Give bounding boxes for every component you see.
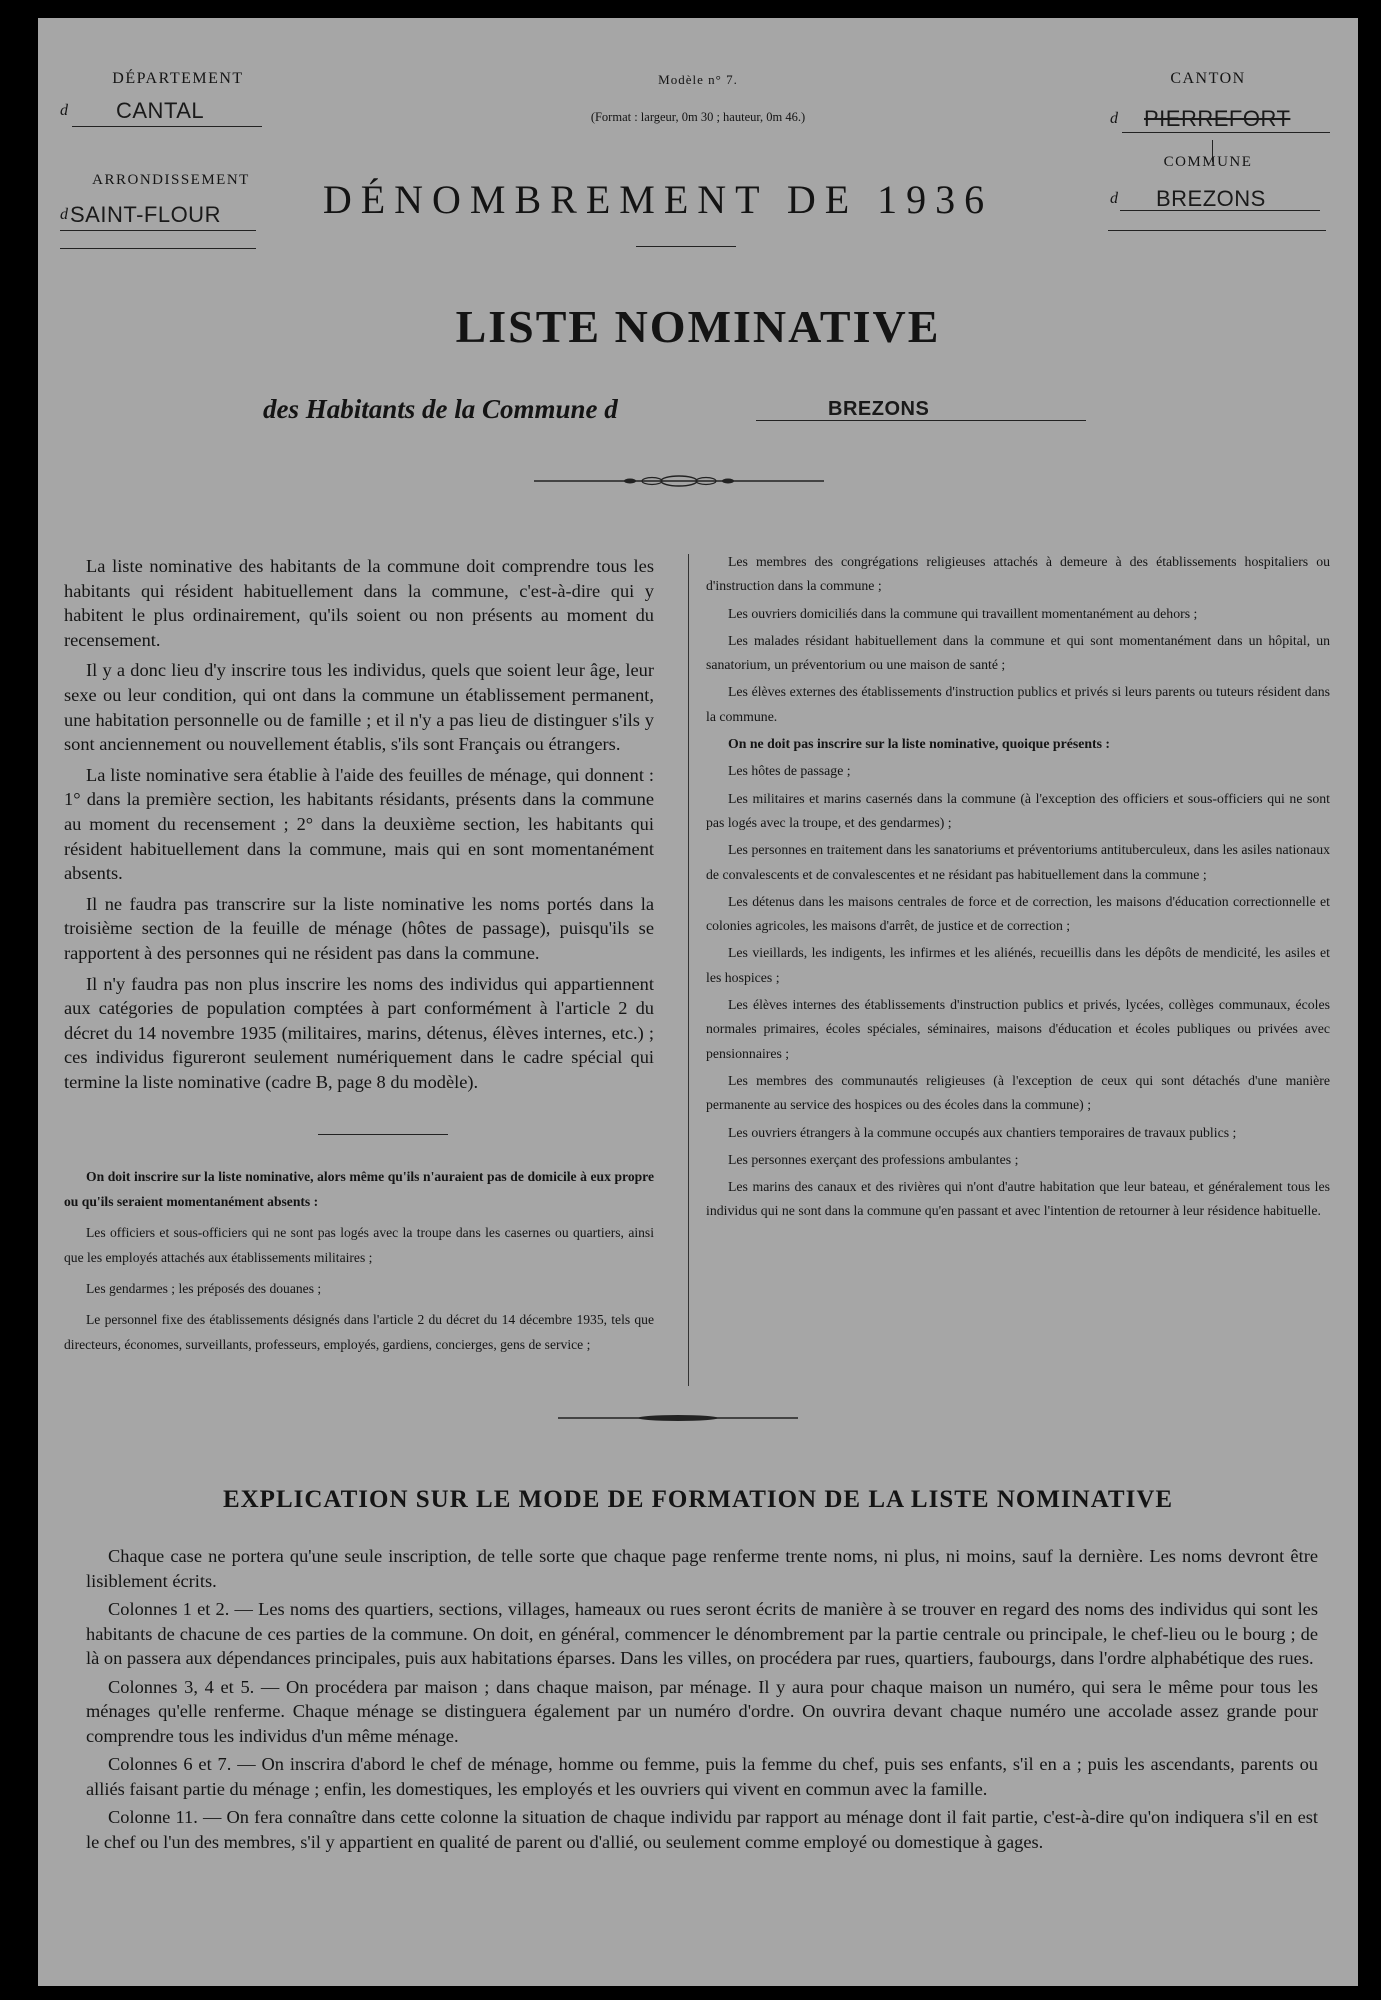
right-item: Les ouvriers domiciliés dans la commune qui travaillent momentanément au dehors ; [728, 605, 1198, 621]
main-title: DÉNOMBREMENT DE 1936 [322, 177, 994, 222]
left-small-item: Le personnel fixe des établissements désignés dans l'article 2 du décret du 14 décembre 1935, tels que directeurs, économes, surveillants, professeurs, employés, gardiens, concierges, gens de service ; [64, 1312, 654, 1352]
departement-underline [72, 126, 262, 127]
canton-label: CANTON [1170, 70, 1246, 87]
subtitle: des Habitants de la Commune d [263, 394, 618, 424]
commune-underline [1120, 210, 1320, 211]
arrondissement-double-line [60, 248, 256, 249]
commune-double-line [1108, 230, 1326, 231]
right-item: Les détenus dans les maisons centrales de force et de correction, les maisons d'éducation correctionnelle et colonies agricoles, les maisons d'arrêt, de justice et de correction ; [706, 893, 1330, 934]
left-paragraph: Il n'y faudra pas non plus inscrire les noms des individus qui appartiennent aux catégories de population comptées à part conformément à l'article 2 du décret du 14 novembre 1935 (militaires, marins, détenus, élèves internes, etc.) ; ces individus figureront seulement numériquement dans le cadre spécial qui termine la liste nominative (cadre B, page 8 du modèle). [64, 973, 654, 1092]
left-small-item: Les gendarmes ; les préposés des douanes ; [86, 1281, 322, 1296]
census-form-page [38, 18, 1358, 1986]
right-item: Les membres des congrégations religieuses attachés à demeure à des établissements hospitaliers ou d'instruction dans la commune ; [706, 554, 1330, 594]
left-column-small-text [64, 1164, 654, 1363]
right-item: Les élèves externes des établissements d'instruction publics et privés si leurs parents ou tuteurs résident dans la commune. [706, 684, 1330, 724]
left-paragraph: Il ne faudra pas transcrire sur la liste nominative les noms portés dans la troisième section de la feuille de ménage (hôtes de passage), puisqu'ils se rapportent à des personnes qui ne résident pas dans la commune. [64, 893, 654, 963]
departement-value: CANTAL [116, 98, 205, 123]
title-rule [636, 246, 736, 247]
right-item: Les marins des canaux et des rivières qui n'ont d'autre habitation que leur bateau, et généralement tous les individus qui ne sont dans la commune qu'en passant et avec l'intention de retourner à leur résidence habituelle. [706, 1179, 1330, 1219]
canton-value: PIERREFORT [1144, 106, 1291, 131]
left-column-rule [318, 1134, 448, 1135]
arrondissement-underline [60, 230, 256, 231]
left-paragraph: Il y a donc lieu d'y inscrire tous les individus, quels que soient leur âge, leur sexe ou leur condition, qui ont dans la commune un établissement permanent, une habitation personnelle ou de famille ; et il n'y a pas lieu de distinguer s'ils y sont anciennement ou nouvellement établis, s'ils sont Français ou étrangers. [64, 660, 654, 755]
subtitle-underline [756, 420, 1086, 421]
explication-paragraph: Colonnes 3, 4 et 5. — On procédera par maison ; dans chaque maison, par ménage. Il y aura pour chaque maison un numéro, qui sera le même pour tous les ménages qu'elle renferme. Chaque ménage se distinguera également par un numéro d'ordre. On ouvrira devant chaque numéro une accolade assez grande pour comprendre tous les individus d'un même ménage. [86, 1676, 1318, 1746]
arrondissement-prefix: d [60, 206, 68, 223]
right-item: Les ouvriers étrangers à la commune occupés aux chantiers temporaires de travaux publics ; [728, 1124, 1237, 1140]
right-heading: On ne doit pas inscrire sur la liste nominative, quoique présents : [728, 736, 1111, 752]
left-paragraph: La liste nominative des habitants de la commune doit comprendre tous les habitants qui résident habituellement dans la commune, c'est-à-dire qui y habitent le plus ordinairement, qu'ils soient ou non présents au moment du recensement. [64, 556, 654, 650]
ornament-divider [534, 470, 824, 492]
right-item: Les personnes exerçant des professions ambulantes ; [728, 1151, 1019, 1167]
explication-title: EXPLICATION SUR LE MODE DE FORMATION DE LA LISTE NOMINATIVE [222, 1486, 1174, 1513]
left-paragraph: La liste nominative sera établie à l'aide des feuilles de ménage, qui donnent : 1° dans la première section, les habitants résidants, présents dans la commune au moment du recensement ; 2° dans la deuxième section, les habitants qui résident habituellement dans la commune, mais qui en sont momentanément absents. [64, 764, 654, 884]
arrondissement-value: SAINT-FLOUR [70, 202, 221, 227]
left-small-heading: On doit inscrire sur la liste nominative, alors même qu'ils n'auraient pas de domicile à eux propre ou qu'ils seraient momentanément absents : [64, 1169, 654, 1209]
commune-value: BREZONS [1156, 186, 1266, 211]
subtitle-value: BREZONS [828, 398, 930, 420]
commune-prefix: d [1110, 190, 1118, 207]
column-divider [688, 554, 689, 1386]
left-column-text [64, 554, 654, 1100]
ornament-divider-2 [558, 1410, 798, 1426]
right-item: Les élèves internes des établissements d'instruction publics et privés, lycées, collèges communaux, écoles normales primaires, écoles spéciales, séminaires, maisons d'éducation et écoles publiques ou privées avec pensionnaires ; [706, 997, 1330, 1061]
liste-title: LISTE NOMINATIVE [455, 301, 941, 352]
right-column-text [706, 550, 1330, 1227]
explication-paragraph: Colonnes 1 et 2. — Les noms des quartiers, sections, villages, hameaux ou rues seront écrits de manière à se trouver en regard des noms des individus qui sont les habitants de chacune de ces parties de la commune. On doit, en général, commencer le dénombrement par la partie centrale ou principale, le chef-lieu ou le bourg ; de là on passera aux dépendances principales, puis aux habitations éparses. Dans les villes, on procédera par rues, quartiers, faubourgs, dans l'ordre alphabétique des rues. [86, 1599, 1318, 1668]
departement-prefix: d [60, 102, 68, 119]
right-item: Les hôtes de passage ; [728, 763, 851, 779]
left-small-item: Les officiers et sous-officiers qui ne sont pas logés avec la troupe dans les casernes ou quartiers, ainsi que les employés attachés aux établissements militaires ; [64, 1225, 654, 1265]
explication-paragraph: Colonne 11. — On fera connaître dans cette colonne la situation de chaque individu par rapport au ménage dont il fait partie, c'est-à-dire qu'on indiquera s'il en est le chef ou l'un des membres, s'il y appartient en qualité de parent ou d'allié, ou seulement comme employé ou domestique à gages. [86, 1807, 1318, 1852]
explication-paragraph: Chaque case ne portera qu'une seule inscription, de telle sorte que chaque page renferme trente noms, ni plus, ni moins, sauf la dernière. Les noms devront être lisiblement écrits. [86, 1546, 1318, 1591]
arrondissement-label: ARRONDISSEMENT [92, 172, 250, 188]
format-note: (Format : largeur, 0m 30 ; hauteur, 0m 46.) [590, 110, 806, 124]
right-item: Les malades résidant habituellement dans la commune et qui sont momentanément dans un hôpital, un sanatorium, un préventorium ou une maison de santé ; [706, 632, 1330, 673]
canton-underline [1122, 132, 1330, 133]
right-item: Les vieillards, les indigents, les infirmes et les aliénés, recueillis dans les dépôts de mendicité, les asiles et les hospices ; [706, 945, 1330, 985]
commune-label: COMMUNE [1163, 154, 1253, 170]
explication-paragraph: Colonnes 6 et 7. — On inscrira d'abord le chef de ménage, homme ou femme, puis la femme du chef, puis ses enfants, s'il en a ; puis les ascendants, parents ou alliés faisant partie du ménage ; enfin, les domestiques, les employés et les ouvriers qui vivent en commun avec la famille. [86, 1754, 1318, 1799]
explication-text [86, 1544, 1318, 1858]
right-item: Les personnes en traitement dans les sanatoriums et préventoriums antituberculeux, dans les asiles nationaux de convalescents et de convalescentes et ne résidant pas habituellement dans la commune ; [706, 842, 1330, 882]
right-item: Les membres des communautés religieuses (à l'exception de ceux qui sont détachés d'une manière permanente au service des hospices ou des écoles dans la commune) ; [706, 1072, 1330, 1113]
modele-number: Modèle n° 7. [658, 72, 738, 87]
canton-prefix: d [1110, 110, 1118, 127]
right-item: Les militaires et marins casernés dans la commune (à l'exception des officiers et sous-officiers qui ne sont pas logés avec la troupe, et des gendarmes) ; [706, 790, 1330, 830]
departement-label: DÉPARTEMENT [112, 70, 244, 87]
